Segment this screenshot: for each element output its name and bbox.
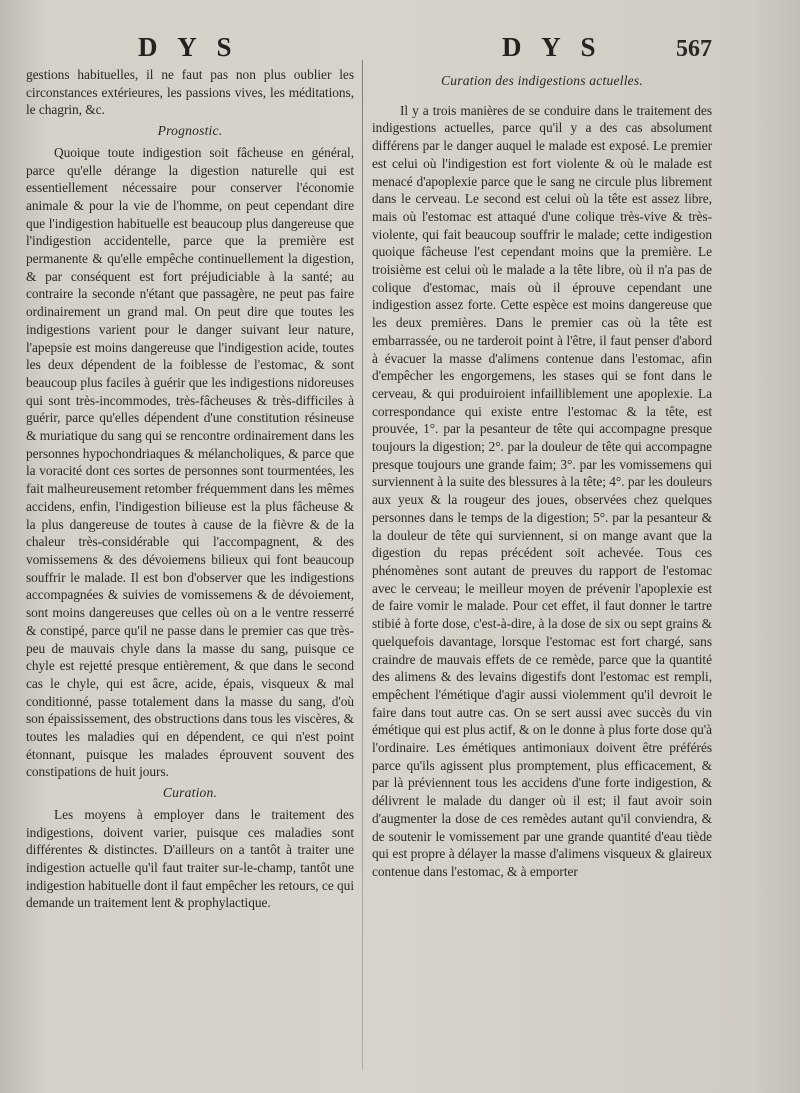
left-paragraph-2: Quoique toute indigestion soit fâcheuse en général, parce qu'elle dérange la digestion naturelle qui est essentiellement nécessaire pour conserver l'économie animale & pour la vie de l'homme, on peut cependant dire que l'indigestion habituelle est beaucoup plus dangereuse que l'indigestion accidentelle, parce que la première est permanente & qu'elle empêche continuellement la digestion, & par conséquent est fort préjudiciable à la santé; au contraire la seconde n'étant que passagère, ne peut pas faire ordinairement un grand mal. On peut dire que toutes les indigestions varient pour le danger suivant leur nature, l'apepsie est moins dangereuse que l'indigestion acide, toutes les deux dépendent de la foiblesse de l'estomac, & sont beaucoup plus faciles à guérir que les indigestions nidoreuses qui sont très-incommodes, très-fâcheuses & très-difficiles à guérir, parce qu'elles dépendent d'une constitution résineuse & muriatique du sang qui se rencontre ordinairement dans les personnes hypochondriaques & mélancholiques, & parce que la voracité dont ces sortes de personnes sont tourmentées, les fait malheureusement retomber fréquemment dans les mêmes accidens, enfin, l'indigestion bilieuse est la plus fâcheuse & la plus dangereuse de toutes à cause de la fièvre & de la chaleur très-considérable qui l'accompagnent, & des vomissemens & des dévoiemens bilieux qui font beaucoup souffrir le malade. Il est bon d'observer que les indigestions accompagnées & suivies de vomissemens & de dévoiement, sont moins dangereuses que celles où on a le ventre resserré & constipé, parce qu'il ne passe dans le premier cas que très-peu de mauvais chyle dans la masse du sang, puisque ce chyle est rejetté presque entièrement, & que dans le second cas le chyle, qui est âcre, acide, épais, visqueux & mal conditionné, passe totalement dans la masse du sang, d'où son épaississement, des obstructions dans tous les viscères, & toutes les maladies qui en dépendent, ce qui n'est point étonnant, puisque les malades éprouvent souvent des constipations de huit jours. <box>26 144 354 780</box>
running-head-right: D Y S <box>502 32 603 62</box>
heading-prognostic: Prognostic. <box>157 123 223 139</box>
left-paragraph-1: gestions habituelles, il ne faut pas non plus oublier les circonstances extérieures, les passions vives, les méditations, le chagrin, &c. <box>26 67 354 118</box>
column-divider <box>362 60 363 1070</box>
heading-curation-actuelles: Curation des indigestions actuelles. <box>440 73 644 88</box>
running-head-left: D Y S <box>138 32 239 62</box>
right-column <box>372 66 712 881</box>
page-number: 567 <box>676 36 712 62</box>
page-header <box>0 32 800 66</box>
left-paragraph-3: Les moyens à employer dans le traitement des indigestions, doivent varier, puisque ces maladies sont différentes & distinctes. D'ailleurs on a tantôt à traiter une indigestion actuelle qu'il faut traiter sur-le-champ, tantôt une indigestion habituelle dont il faut empêcher les retours, ce qui demande un traitement lent & prophylactique. <box>26 806 354 911</box>
left-column <box>26 66 354 912</box>
heading-curation: Curation. <box>162 785 218 801</box>
right-paragraph-1: Il y a trois manières de se conduire dans le traitement des indigestions actuelles, parce qu'il y a des cas absolument différens par le danger auquel le malade est exposé. Le premier est celui où l'indigestion est fort violente & où le malade est menacé d'apoplexie parce que le sang ne circule plus librement dans le cerveau. Le second est celui où la tête est assez libre, mais où l'estomac est attaqué d'une colique très-vive & très-violente, qui fait beaucoup souffrir le malade; cette indigestion quoique fâcheuse l'est cependant moins que la première. Le troisième est celui où le malade a la tête libre, où il n'a pas de colique d'estomac, mais où il éprouve cependant une indigestion assez forte. Cette espèce est moins dangereuse que les deux premières. Dans le premier cas où la tête est embarrassée, ou ne tarderoit point à l'être, il faut penser d'abord à évacuer la masse d'alimens contenue dans l'estomac, afin d'empêcher les engorgemens, les stases qui se font dans le cerveau, & qui produiroient infailliblement une apoplexie. La correspondance qui existe entre l'estomac & la tête, est prouvée, 1°. par la pesanteur de tête qui accompagne presque toujours la digestion; 2°. par la douleur de tête qui accompagne presque toujours une grande faim; 3°. par les vomissemens qui surviennent à la suite des blessures à la tête; 4°. par les douleurs aux yeux & la rougeur des joues, observées chez quelques personnes dans le temps de la digestion; 5°. par la pesanteur & la douleur de tête qui surviennent, si on mange avant que la digestion du repas précédent soit achevée. Tous ces phénomènes sont autant de preuves du rapport de l'estomac avec le cerveau; le meilleur moyen de prévenir l'apoplexie est de faire vomir le malade. Pour cet effet, il faut donner le tartre stibié à forte dose, c'est-à-dire, à la dose de six ou sept grains & quelquefois davantage, lorsque l'estomac est fort chargé, sans craindre de mauvais effets de ce remède, parce que la quantité des alimens & des levains digestifs dont l'estomac est rempli, empêchent l'émétique d'agir aussi violemment qu'il devroit le faire dans tout autre cas. On se sert aussi avec succès du vin émétique qui est plus actif, & on le donne à plus forte dose qu'à l'ordinaire. Les émétiques antimoniaux doivent être préférés parce qu'ils agissent plus promptement, plus efficacement, & par là préviennent tous les accidens d'une forte indigestion, & délivrent le malade du danger où il est; il faut avoir soin d'augmenter la dose de ces remèdes autant qu'il conviendra, & de soutenir le vomissement par une grande quantité d'eau tiède qui est propre à délayer la masse d'alimens visqueux & glaireux contenue dans l'estomac, & à emporter <box>372 102 712 879</box>
